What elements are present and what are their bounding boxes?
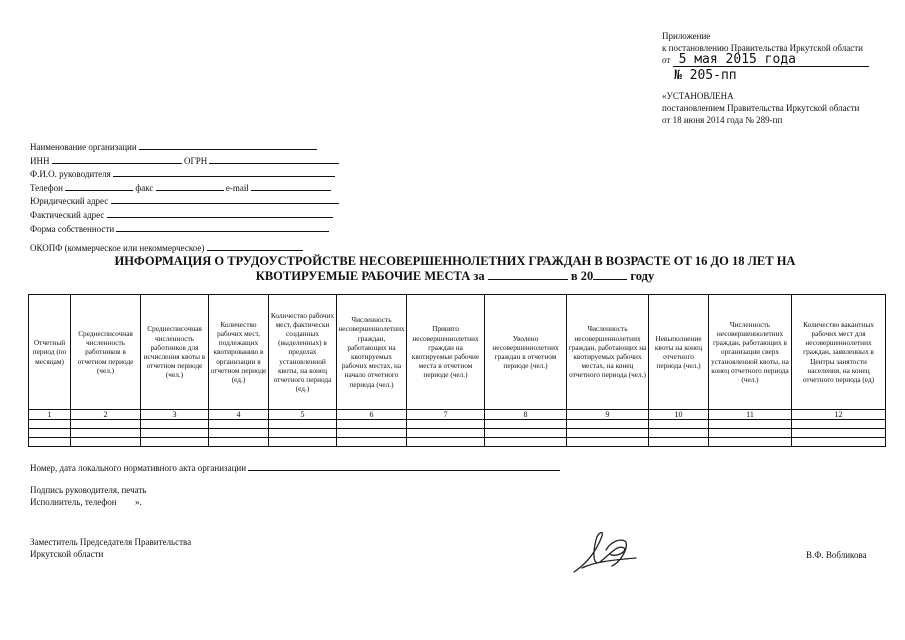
appendix-number: № 205-пп bbox=[674, 68, 737, 83]
executor-row bbox=[30, 496, 142, 508]
column-number: 10 bbox=[649, 410, 709, 420]
org-inn-label: ИНН bbox=[30, 155, 50, 166]
column-number: 11 bbox=[709, 410, 792, 420]
table-cell[interactable] bbox=[649, 429, 709, 438]
org-head-label: Ф.И.О. руководителя bbox=[30, 169, 111, 180]
org-inn-row bbox=[30, 155, 360, 169]
org-ownership-field[interactable] bbox=[116, 223, 329, 232]
deputy-line2: Иркутской области bbox=[30, 549, 104, 559]
title-line2-b: в 20 bbox=[570, 269, 594, 283]
org-name-label: Наименование организации bbox=[30, 142, 137, 152]
column-number: 12 bbox=[792, 410, 886, 420]
table-cell[interactable] bbox=[709, 438, 792, 447]
org-inn-field[interactable] bbox=[52, 155, 182, 164]
table-cell[interactable] bbox=[209, 438, 269, 447]
org-email-label: e-mail bbox=[225, 182, 249, 193]
org-name-row bbox=[30, 141, 360, 155]
title-line1: ИНФОРМАЦИЯ О ТРУДОУСТРОЙСТВЕ НЕСОВЕРШЕННОЛЕТНИХ ГРАЖДАН В ВОЗРАСТЕ ОТ 16 ДО 18 ЛЕТ НА bbox=[114, 254, 796, 268]
table-cell[interactable] bbox=[141, 438, 209, 447]
title-year-field[interactable] bbox=[593, 269, 627, 280]
title-line2 bbox=[60, 269, 850, 284]
header-cell-10: Невыполнение квоты на конец отчетного периода (чел.) bbox=[649, 295, 709, 410]
table-cell[interactable] bbox=[269, 429, 337, 438]
table-cell[interactable] bbox=[71, 438, 141, 447]
table-row bbox=[29, 438, 886, 447]
table-cell[interactable] bbox=[485, 438, 567, 447]
local-act-field[interactable] bbox=[248, 462, 560, 471]
org-contacts-row bbox=[30, 182, 360, 196]
local-act-label: Номер, дата локального нормативного акта организации bbox=[30, 463, 247, 473]
table-cell[interactable] bbox=[709, 420, 792, 429]
deputy-block bbox=[30, 536, 191, 560]
table-cell[interactable] bbox=[792, 429, 886, 438]
org-actual-address-row bbox=[30, 209, 360, 223]
org-ogrn-field[interactable] bbox=[209, 155, 339, 164]
header-cell-1: Отчетный период (по месяцам) bbox=[29, 295, 71, 410]
table-cell[interactable] bbox=[337, 429, 407, 438]
org-email-field[interactable] bbox=[251, 182, 331, 191]
header-cell-7: Принято несовершеннолетних граждан на квотируемые рабочие места в отчетном периоде (чел.) bbox=[407, 295, 485, 410]
title-period-field[interactable] bbox=[488, 269, 568, 280]
column-number: 3 bbox=[141, 410, 209, 420]
local-act-row bbox=[30, 462, 560, 474]
header-cell-2: Среднесписочная численность работников в отчетном периоде (чел.) bbox=[71, 295, 141, 410]
table-cell[interactable] bbox=[29, 438, 71, 447]
established-line1: «УСТАНОВЛЕНА bbox=[662, 91, 734, 101]
appendix-line1: Приложение bbox=[662, 31, 711, 41]
table-cell[interactable] bbox=[141, 420, 209, 429]
org-head-field[interactable] bbox=[113, 168, 335, 177]
employment-table bbox=[28, 294, 886, 447]
column-number: 8 bbox=[485, 410, 567, 420]
table-cell[interactable] bbox=[71, 429, 141, 438]
column-number: 6 bbox=[337, 410, 407, 420]
org-fax-field[interactable] bbox=[156, 182, 224, 191]
table-cell[interactable] bbox=[269, 420, 337, 429]
header-cell-6: Численность несовершеннолетних граждан, работающих на квотируемых рабочих местах, на начало отчетного периода (чел.) bbox=[337, 295, 407, 410]
org-okopf-label: ОКОПФ (коммерческое или некоммерческое) bbox=[30, 243, 205, 254]
title-line2-a: КВОТИРУЕМЫЕ РАБОЧИЕ МЕСТА за bbox=[255, 269, 485, 283]
signer-name: В.Ф. Вобликова bbox=[806, 550, 867, 560]
org-ogrn-label: ОГРН bbox=[184, 155, 208, 166]
org-phone-field[interactable] bbox=[65, 182, 133, 191]
org-okopf-field[interactable] bbox=[207, 242, 303, 251]
org-name-field[interactable] bbox=[139, 141, 317, 150]
table-cell[interactable] bbox=[407, 420, 485, 429]
column-number: 7 bbox=[407, 410, 485, 420]
table-cell[interactable] bbox=[649, 438, 709, 447]
table-cell[interactable] bbox=[407, 429, 485, 438]
column-number: 4 bbox=[209, 410, 269, 420]
column-number: 2 bbox=[71, 410, 141, 420]
appendix-line2: к постановлению Правительства Иркутской области bbox=[662, 43, 863, 53]
organization-fields bbox=[30, 141, 360, 256]
table-cell[interactable] bbox=[485, 429, 567, 438]
column-number-row bbox=[29, 410, 886, 420]
deputy-line1: Заместитель Председателя Правительства bbox=[30, 537, 192, 547]
signature-label: Подпись руководителя, печать bbox=[30, 485, 147, 495]
handwritten-signature bbox=[566, 522, 646, 582]
org-phone-label: Телефон bbox=[30, 182, 63, 193]
executor-label: Исполнитель, телефон bbox=[30, 497, 117, 507]
table-cell[interactable] bbox=[567, 420, 649, 429]
org-legal-address-row bbox=[30, 195, 360, 209]
org-legal-address-field[interactable] bbox=[111, 195, 339, 204]
table-cell[interactable] bbox=[567, 438, 649, 447]
document-title bbox=[60, 254, 850, 284]
org-fax-label: факс bbox=[135, 182, 154, 193]
column-number: 1 bbox=[29, 410, 71, 420]
table-cell[interactable] bbox=[567, 429, 649, 438]
org-actual-address-field[interactable] bbox=[107, 209, 333, 218]
table-cell[interactable] bbox=[209, 429, 269, 438]
table-cell[interactable] bbox=[141, 429, 209, 438]
table-cell[interactable] bbox=[337, 420, 407, 429]
header-cell-4: Количество рабочих мест, подлежащих квотированию в организации в отчетном периоде (ед.) bbox=[209, 295, 269, 410]
table-cell[interactable] bbox=[269, 438, 337, 447]
appendix-block bbox=[662, 30, 898, 126]
header-cell-3: Среднесписочная численность работников для исчисления квоты в отчетном периоде (чел.) bbox=[141, 295, 209, 410]
signature-row bbox=[30, 484, 146, 496]
table-cell[interactable] bbox=[792, 420, 886, 429]
org-head-row bbox=[30, 168, 360, 182]
table-cell[interactable] bbox=[71, 420, 141, 429]
table-row bbox=[29, 420, 886, 429]
header-cell-11: Численность несовершеннолетних граждан, работающих в организации сверх установленной квоты, на конец отчетного периода (чел.) bbox=[709, 295, 792, 410]
appendix-date-value: 5 мая 2015 года bbox=[673, 54, 869, 67]
org-ownership-row bbox=[30, 223, 360, 237]
org-ownership-label: Форма собственности bbox=[30, 223, 115, 234]
table-cell[interactable] bbox=[649, 420, 709, 429]
column-number: 9 bbox=[567, 410, 649, 420]
header-cell-9: Численность несовершеннолетних граждан, работающих на квотируемых рабочих местах, на конец отчетного периода (чел.) bbox=[567, 295, 649, 410]
title-line2-c: году bbox=[630, 269, 655, 283]
table-cell[interactable] bbox=[209, 420, 269, 429]
header-cell-8: Уволено несовершеннолетних граждан в отчетном периоде (чел.) bbox=[485, 295, 567, 410]
established-line2: постановлением Правительства Иркутской области bbox=[662, 103, 860, 113]
header-cell-12: Количество вакантных рабочих мест для несовершеннолетних граждан, заявленных в Центры занятости населения, на конец отчетного периода (ед) bbox=[792, 295, 886, 410]
table-cell[interactable] bbox=[407, 438, 485, 447]
appendix-date-line bbox=[662, 54, 898, 67]
table-cell[interactable] bbox=[792, 438, 886, 447]
table-cell[interactable] bbox=[709, 429, 792, 438]
column-number: 5 bbox=[269, 410, 337, 420]
table-row bbox=[29, 429, 886, 438]
table-cell[interactable] bbox=[485, 420, 567, 429]
org-legal-address-label: Юридический адрес bbox=[30, 196, 109, 207]
header-cell-5: Количество рабочих мест, фактически созданных (выделенных) в пределах установленной квоты, на конец отчетного периода (ед.) bbox=[269, 295, 337, 410]
table-cell[interactable] bbox=[29, 420, 71, 429]
table-header-row bbox=[29, 295, 886, 410]
established-line3: от 18 июня 2014 года № 289-пп bbox=[662, 115, 783, 125]
table-cell[interactable] bbox=[29, 429, 71, 438]
executor-end: ». bbox=[135, 497, 142, 507]
table-cell[interactable] bbox=[337, 438, 407, 447]
org-actual-address-label: Фактический адрес bbox=[30, 209, 105, 220]
appendix-date-prefix: от bbox=[662, 55, 671, 65]
